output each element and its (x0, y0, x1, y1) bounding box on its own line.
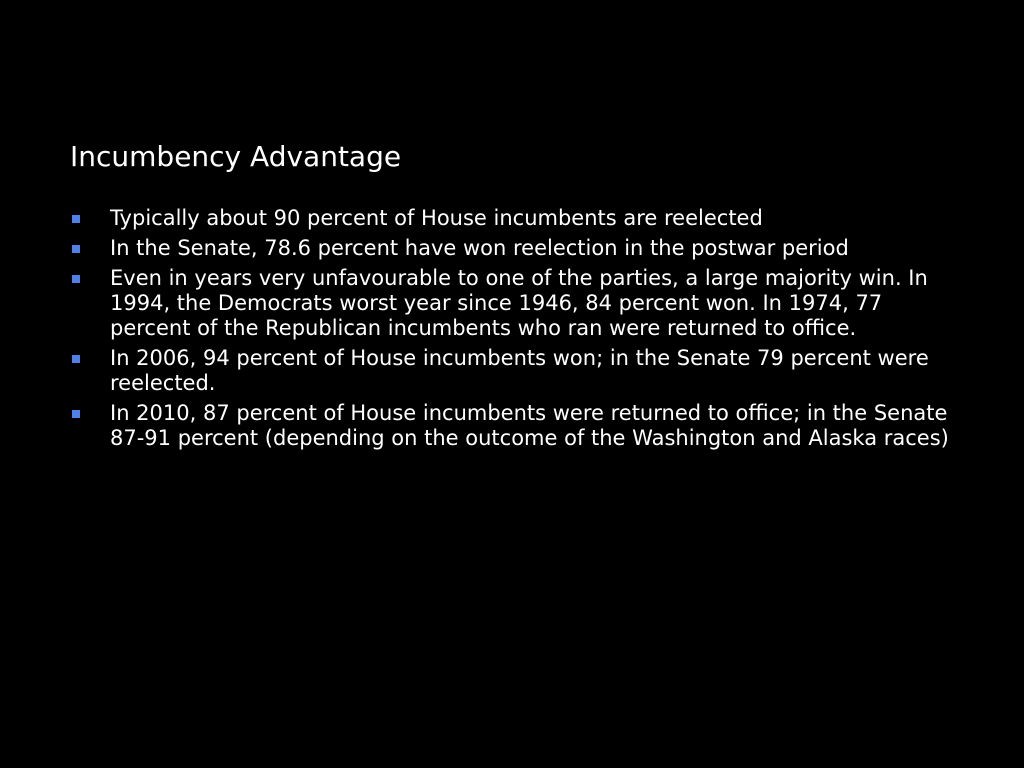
bullet-text: In the Senate, 78.6 percent have won reelection in the postwar period (110, 236, 849, 260)
bullet-text: Even in years very unfavourable to one of the parties, a large majority win. In 1994, the Democrats worst year since 1946, 84 percent won. In 1974, 77 percent of the Republican incumbents who ran were returned to office. (110, 266, 928, 340)
bullet-text: Typically about 90 percent of House incumbents are reelected (110, 206, 763, 230)
bullet-text: In 2010, 87 percent of House incumbents were returned to office; in the Senate 87-91 percent (depending on the outcome of the Washington and Alaska races) (110, 401, 949, 450)
square-bullet-icon (72, 275, 80, 283)
bullet-text: In 2006, 94 percent of House incumbents won; in the Senate 79 percent were reelected. (110, 346, 929, 395)
square-bullet-icon (72, 355, 80, 363)
square-bullet-icon (72, 245, 80, 253)
square-bullet-icon (72, 215, 80, 223)
slide-title: Incumbency Advantage (70, 140, 402, 173)
bullet-item (70, 401, 950, 451)
bullet-list (70, 206, 950, 456)
bullet-item (70, 266, 950, 341)
bullet-item (70, 206, 950, 231)
bullet-item (70, 236, 950, 261)
bullet-item (70, 346, 950, 396)
square-bullet-icon (72, 410, 80, 418)
